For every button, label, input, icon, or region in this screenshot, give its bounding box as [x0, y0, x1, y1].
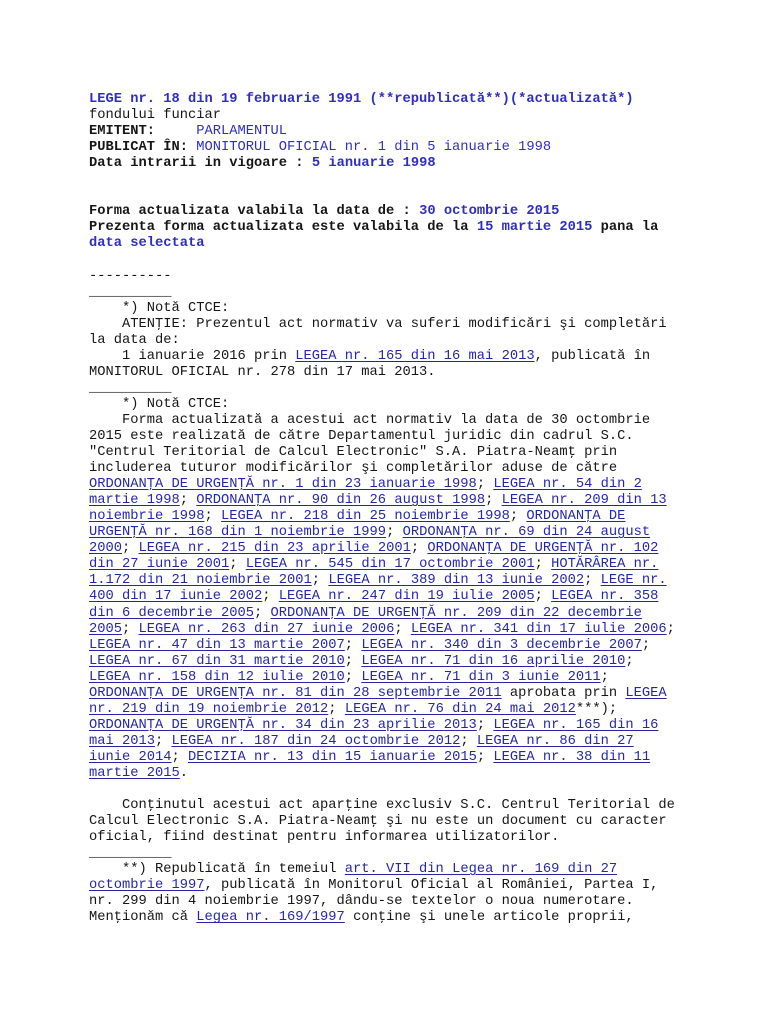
note-text: , publicată în Monitorul Oficial al României, Partea I, nr. 299 din 4 noiembrie 1997, dându-se textelor o noua numerotare. Menţionăm că: [89, 878, 659, 926]
list-separator: ;: [344, 637, 362, 653]
law-link[interactable]: LEGEA nr. 165 din 16 mai 2013: [295, 348, 535, 364]
amending-act-link[interactable]: LEGEA nr. 71 din 3 iunie 2011: [361, 669, 601, 685]
amending-act-link[interactable]: LEGEA nr. 219 din 19 noiembrie 2012: [89, 685, 667, 717]
amending-act-link[interactable]: LEGEA nr. 263 din 27 iunie 2006: [138, 621, 395, 637]
ctce-note-2-intro: Forma actualizată a acestui act normativ la data de 30 octombrie 2015 este realizată de către Departamentul juridic din cadrul S.C. "Centrul Teritorial de Calcul Electronic" S.A. Piatra-Neamţ prin includerea tuturor modificărilor şi completărilor aduse de către: [89, 412, 651, 477]
list-separator: ;: [204, 509, 222, 525]
list-separator: ;: [600, 669, 609, 685]
amending-act-link[interactable]: HOTĂRÂREA nr. 1.172 din 21 noiembrie 2001: [89, 557, 659, 589]
ctce-note-1-heading: [89, 301, 675, 317]
list-separator: ;: [410, 541, 428, 557]
amending-act-link[interactable]: ORDONANŢA DE URGENŢĂ nr. 34 din 23 aprilie 2013: [89, 717, 477, 733]
amending-act-link[interactable]: LEGEA nr. 358 din 6 decembrie 2005: [89, 589, 659, 621]
amending-act-link[interactable]: LEGEA nr. 187 din 24 octombrie 2012: [171, 733, 461, 749]
disclaimer-text: Conţinutul acestui act aparţine exclusiv S.C. Centrul Teritorial de Calcul Electronic S.A. Piatra-Neamţ şi nu este un document cu caracter oficial, fiind destinat pentru informarea utilizatorilor.: [89, 798, 675, 846]
list-separator: ;: [155, 733, 172, 749]
law-link[interactable]: Legea nr. 169/1997: [196, 910, 345, 926]
amending-act-link[interactable]: LEGEA nr. 86 din 27 iunie 2014: [89, 733, 634, 765]
note-heading: *) Notă CTCE:: [122, 396, 230, 412]
effective-date: 5 ianuarie 1998: [311, 156, 436, 172]
amending-act-link[interactable]: LEGEA nr. 67 din 31 martie 2010: [89, 653, 345, 669]
amending-act-link[interactable]: LEGEA nr. 38 din 11 martie 2015: [89, 749, 651, 781]
separator-underscores: __________: [89, 380, 172, 396]
version-valid-line: [89, 220, 675, 236]
law-subject: fondului funciar: [89, 108, 222, 124]
list-separator: ;: [344, 669, 362, 685]
republication-text: [89, 862, 658, 925]
published-line: [89, 140, 675, 156]
list-separator: ;: [584, 573, 601, 589]
ctce-note-2-heading: [89, 397, 675, 413]
list-separator: .: [179, 765, 189, 781]
law-link[interactable]: art. VII din Legea nr. 169 din 27 octombrie 1997: [89, 862, 618, 894]
blank-line: [89, 172, 675, 188]
list-separator: ;: [122, 621, 139, 637]
change-text: [89, 349, 650, 380]
list-separator: ;: [625, 653, 634, 669]
separator-underscores: __________: [89, 284, 172, 300]
law-title: LEGE nr. 18 din 19 februarie 1991 (**republicată**)(*actualizată*): [89, 92, 634, 107]
list-separator: ;: [229, 557, 246, 573]
amending-act-link[interactable]: ORDONANŢA nr. 90 din 26 august 1998: [196, 493, 486, 509]
blank-line: [89, 782, 675, 798]
list-separator: ;: [344, 653, 362, 669]
amending-act-link[interactable]: LEGEA nr. 158 din 12 iulie 2010: [89, 669, 345, 685]
note-text: 1 ianuarie 2016 prin: [122, 348, 296, 364]
blank-line: [89, 252, 675, 268]
as-of-label: Forma actualizata valabila la data de :: [89, 204, 411, 220]
ctce-note-2-body: [89, 413, 675, 782]
published-label: PUBLICAT ÎN:: [89, 140, 189, 156]
issuer-line: [89, 124, 675, 140]
note-text: conţine şi unele articole proprii,: [344, 910, 634, 926]
effective-line: [89, 156, 675, 172]
amending-act-link[interactable]: LEGEA nr. 215 din 23 aprilie 2001: [138, 541, 411, 557]
list-separator: ;: [394, 621, 411, 637]
ctce-note-1-warning: [89, 317, 675, 349]
amending-act-link[interactable]: LEGEA nr. 218 din 25 noiembrie 1998: [221, 509, 510, 525]
law-document: [89, 92, 675, 926]
published-value: MONITORUL OFICIAL nr. 1 din 5 ianuarie 1998: [196, 140, 552, 156]
list-separator: ;: [122, 541, 139, 557]
amending-act-link[interactable]: LEGEA nr. 47 din 13 martie 2007: [89, 637, 345, 653]
amending-act-link[interactable]: ORDONANŢA nr. 69 din 24 august 2000: [89, 525, 651, 557]
list-separator: ;: [476, 749, 494, 765]
valid-from-date: 15 martie 2015: [476, 220, 593, 236]
list-separator: ***);: [575, 701, 618, 717]
ctce-note-1-change: [89, 349, 675, 381]
amending-act-link[interactable]: LEGEA nr. 76 din 24 mai 2012: [344, 701, 576, 717]
selected-date-line: [89, 236, 675, 252]
note-text: , publicată în MONITORUL OFICIAL nr. 278 din 17 mai 2013.: [89, 348, 651, 380]
list-separator: ;: [509, 509, 527, 525]
amending-act-link[interactable]: LEGEA nr. 165 din 16 mai 2013: [89, 717, 659, 749]
amending-acts-list: [89, 477, 675, 781]
list-separator: ;: [476, 477, 494, 493]
effective-label: Data intrarii in vigoare :: [89, 156, 304, 172]
list-separator: aprobata prin: [501, 685, 626, 701]
ctce-disclaimer: [89, 798, 675, 846]
list-separator: ;: [179, 493, 197, 509]
selected-date-link[interactable]: data selectata: [89, 236, 205, 252]
list-separator: ;: [386, 525, 403, 541]
list-separator: ;: [254, 605, 271, 621]
valid-until-label: pana la: [600, 220, 659, 236]
blank-line: [89, 188, 675, 204]
amending-act-link[interactable]: LEGE nr. 400 din 17 iunie 2002: [89, 573, 667, 605]
amending-act-link[interactable]: LEGEA nr. 389 din 13 iunie 2002: [328, 573, 585, 589]
list-separator: ;: [485, 493, 502, 509]
list-separator: ;: [666, 621, 675, 637]
subject-line: [89, 108, 675, 124]
amending-act-link[interactable]: ORDONANŢA DE URGENŢĂ nr. 1 din 23 ianuarie 1998: [89, 477, 477, 493]
separator-dashes: ----------: [89, 268, 172, 284]
issuer-value: PARLAMENTUL: [196, 124, 288, 140]
title-line: [89, 92, 675, 108]
amending-act-link[interactable]: LEGEA nr. 340 din 3 decembrie 2007: [361, 637, 642, 653]
list-separator: ;: [171, 749, 189, 765]
list-separator: ;: [476, 717, 494, 733]
amending-act-link[interactable]: LEGEA nr. 341 din 17 iulie 2006: [410, 621, 667, 637]
amending-act-link[interactable]: ORDONANŢA DE URGENŢĂ nr. 102 din 27 iunie 2001: [89, 541, 659, 573]
version-as-of-line: [89, 204, 675, 220]
list-separator: ;: [311, 573, 329, 589]
amending-act-link[interactable]: ORDONANŢA DE URGENŢĂ nr. 209 din 22 decembrie 2005: [89, 605, 642, 637]
warning-text: ATENŢIE: Prezentul act normativ va suferi modificări şi completări la data de:: [89, 316, 667, 348]
list-separator: ;: [262, 589, 279, 605]
list-separator: ;: [328, 701, 345, 717]
valid-from-label: Prezenta forma actualizata este valabila de la: [89, 220, 469, 236]
list-separator: ;: [534, 557, 552, 573]
list-separator: ;: [641, 637, 651, 653]
list-separator: ;: [534, 589, 552, 605]
issuer-label: EMITENT:: [89, 124, 156, 140]
list-separator: ;: [460, 733, 477, 749]
amending-act-link[interactable]: LEGEA nr. 71 din 16 aprilie 2010: [361, 653, 626, 669]
amending-act-link[interactable]: LEGEA nr. 545 din 17 octombrie 2001: [245, 557, 535, 573]
amending-act-link[interactable]: ORDONANŢA DE URGENŢA nr. 81 din 28 septembrie 2011: [89, 685, 502, 701]
note-heading: *) Notă CTCE:: [122, 300, 230, 316]
republication-note: [89, 862, 675, 926]
note-text: **) Republicată în temeiul: [122, 862, 345, 878]
amending-act-link[interactable]: DECIZIA nr. 13 din 15 ianuarie 2015: [188, 749, 477, 765]
separator-underscores: __________: [89, 846, 172, 862]
amending-act-link[interactable]: LEGEA nr. 209 din 13 noiembrie 1998: [89, 493, 667, 525]
amending-act-link[interactable]: ORDONANŢA DE URGENŢĂ nr. 168 din 1 noiembrie 1999: [89, 509, 626, 541]
as-of-date: 30 octombrie 2015: [419, 204, 560, 220]
amending-act-link[interactable]: LEGEA nr. 247 din 19 iulie 2005: [278, 589, 535, 605]
amending-act-link[interactable]: LEGEA nr. 54 din 2 martie 1998: [89, 477, 642, 509]
